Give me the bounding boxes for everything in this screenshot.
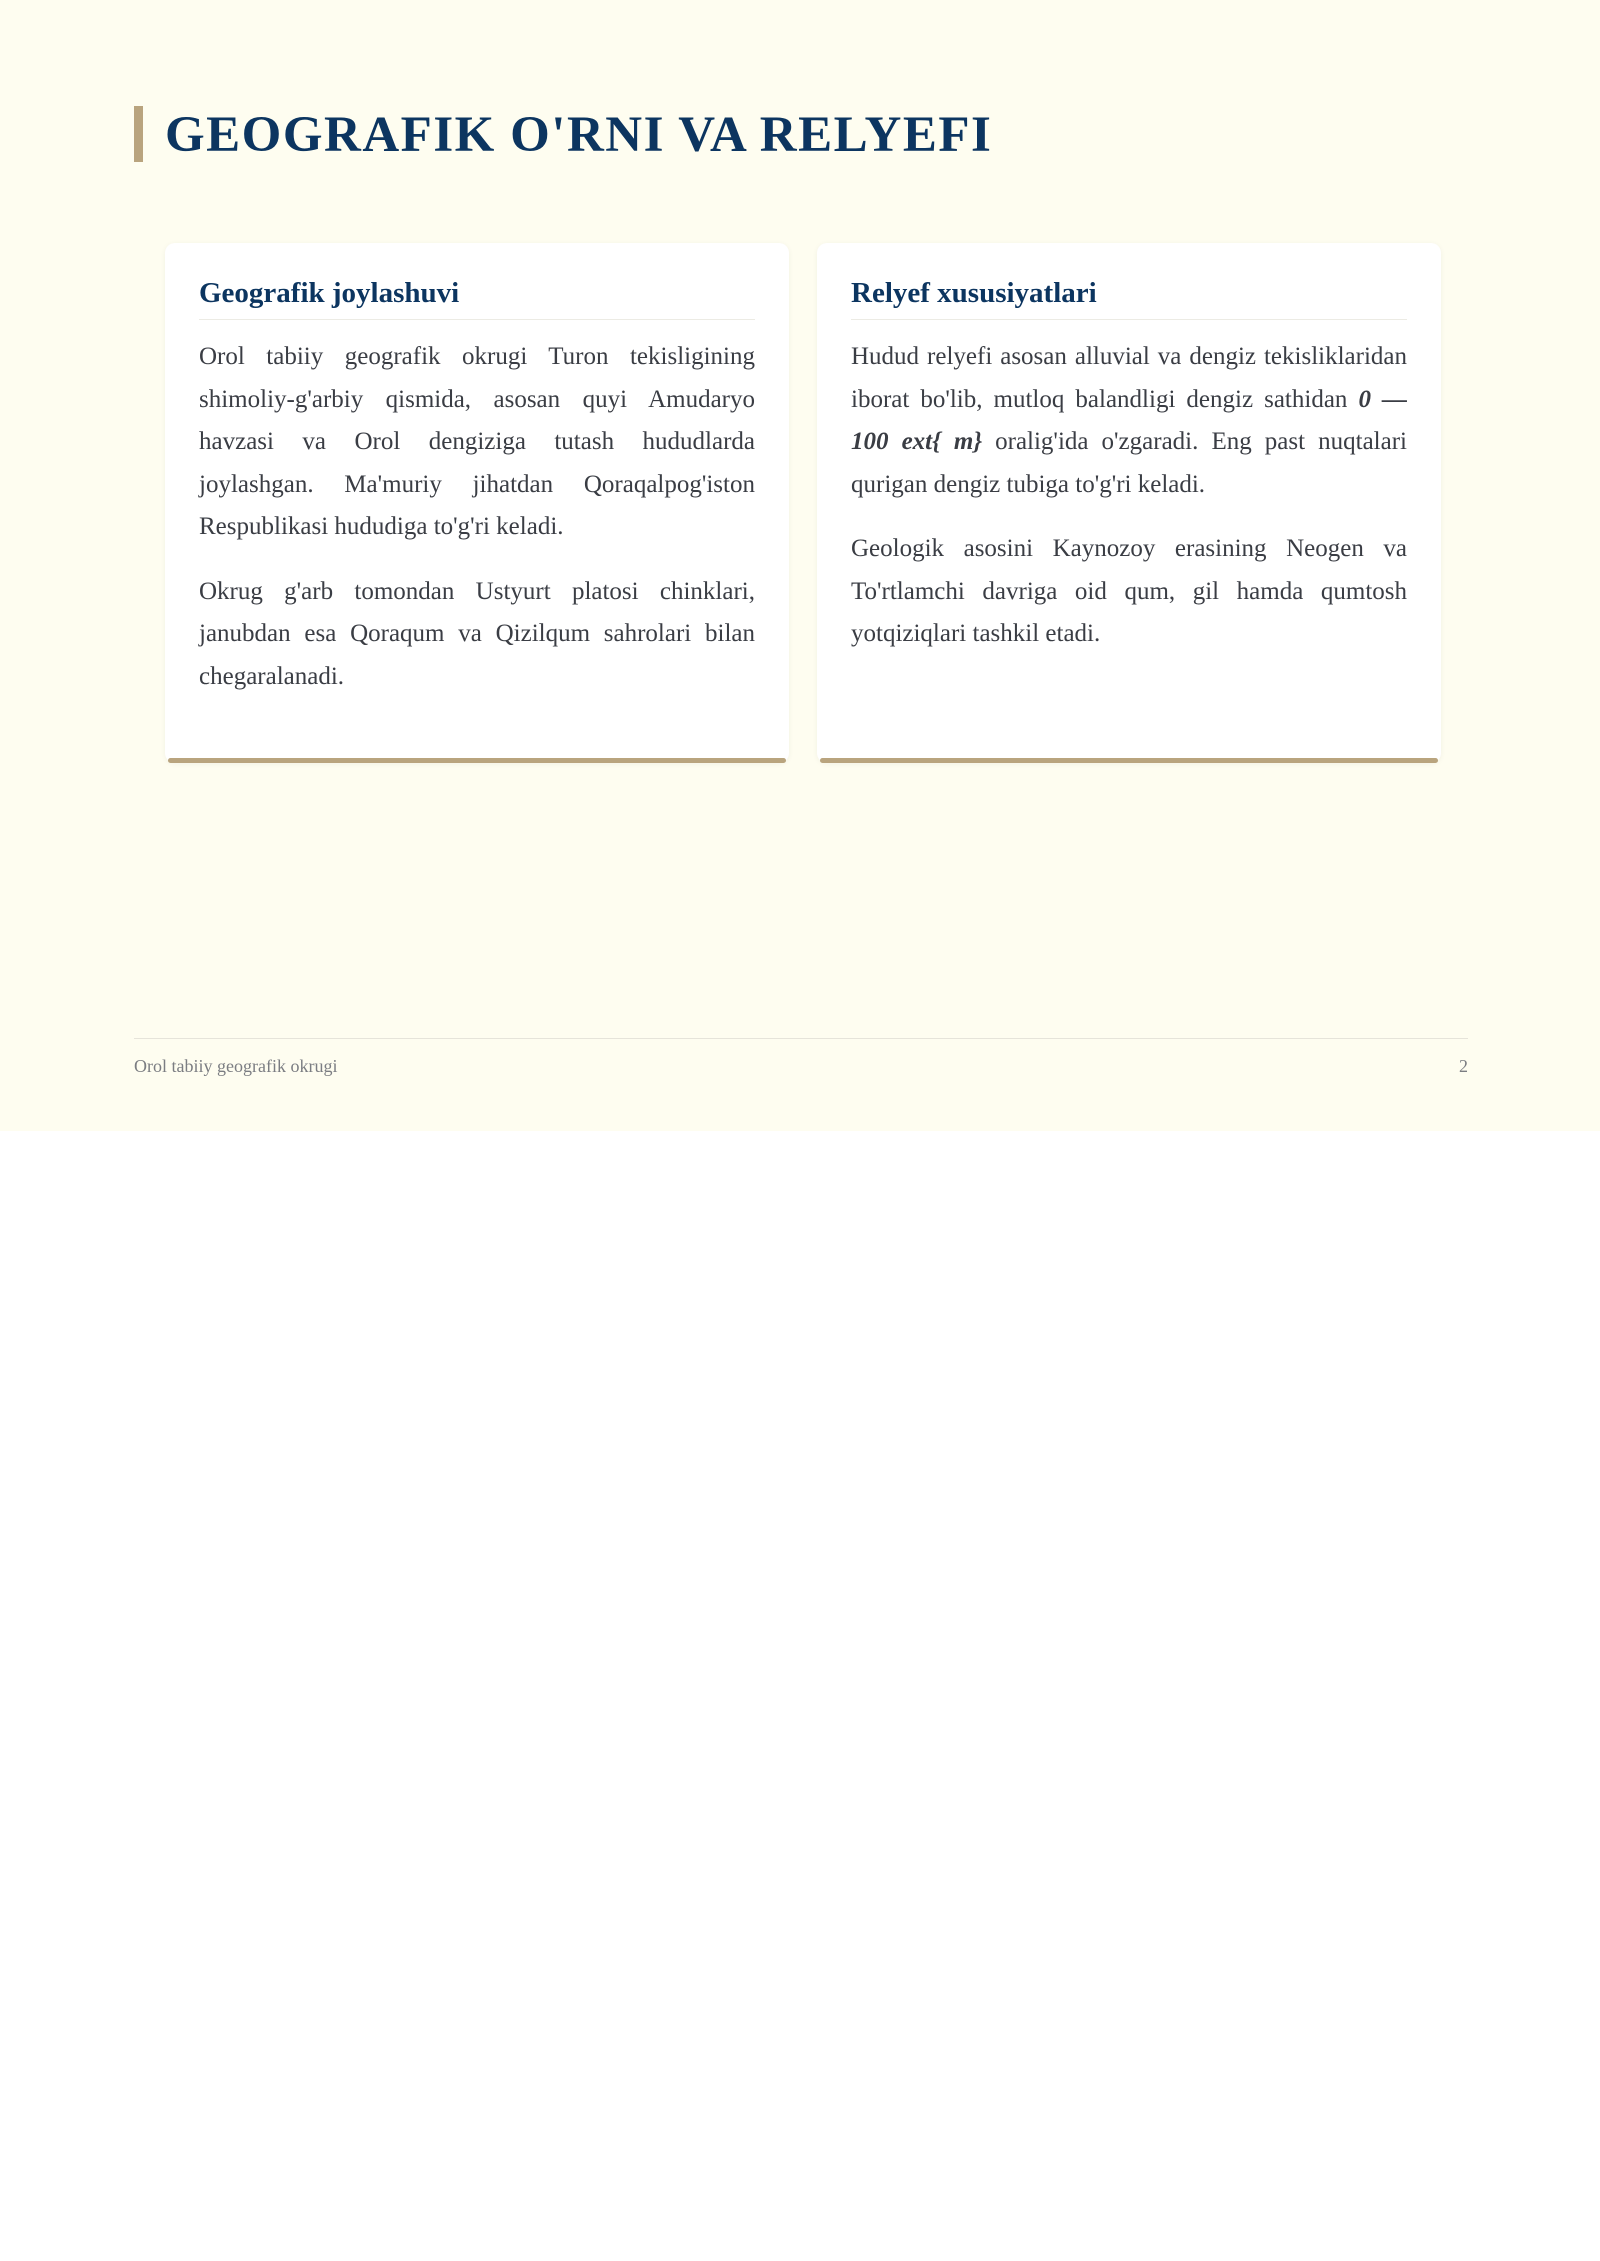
paragraph-text: oralig'ida o'zgaradi. Eng past nuqtalari qurigan dengiz tubiga to'g'ri keladi. — [851, 428, 1407, 498]
card-relief — [817, 243, 1441, 763]
altitude-range-formula: 0 — 100 ext{ m} — [851, 385, 1407, 455]
card-title: Geografik joylashuvi — [199, 273, 755, 320]
card-paragraph — [851, 336, 1407, 506]
footer-document-title: Orol tabiiy geografik okrugi — [134, 1056, 338, 1076]
card-paragraph: Geologik asosini Kaynozoy erasining Neogen va To'rtlamchi davriga oid qum, gil hamda qumtosh yotqiziqlari tashkil etadi. — [851, 535, 1407, 647]
card-location — [165, 243, 789, 763]
card-paragraph: Okrug g'arb tomondan Ustyurt platosi chinklari, janubdan esa Qoraqum va Qizilqum sahrolari bilan chegaralanadi. — [199, 577, 755, 690]
card-title: Relyef xususiyatlari — [851, 273, 1407, 320]
footer-page-number: 2 — [1459, 1056, 1468, 1076]
paragraph-text: Hudud relyefi asosan alluvial va dengiz tekisliklaridan iborat bo'lib, mutloq balandligi dengiz sathidan — [851, 343, 1407, 413]
footer-divider — [134, 1038, 1468, 1039]
page-title: GEOGRAFIK O'RNI VA RELYEFI — [165, 107, 993, 163]
title-accent-bar — [134, 106, 143, 162]
card-paragraph: Orol tabiiy geografik okrugi Turon tekisligining shimoliy-g'arbiy qismida, asosan quyi Amudaryo havzasi va Orol dengiziga tutash hududlarda joylashgan. Ma'muriy jihatdan Qoraqalpog'iston Respublikasi hududiga to'g'ri keladi. — [199, 343, 755, 540]
